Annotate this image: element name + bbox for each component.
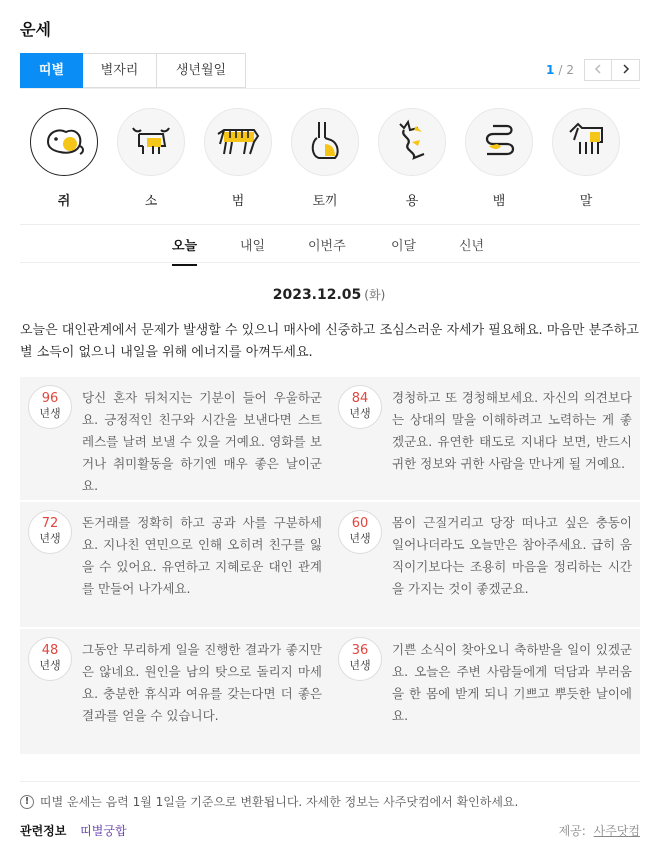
related-label: 관련정보 (20, 824, 67, 838)
year-suffix: 년생 (349, 532, 371, 545)
animal-name: 범 (231, 194, 245, 209)
animal-snake[interactable] (461, 108, 537, 209)
animal-rabbit[interactable] (287, 108, 363, 209)
divider (20, 781, 640, 782)
fortune-row (20, 377, 640, 500)
period-tabs (0, 226, 658, 262)
year-badge (28, 637, 72, 681)
ox-icon (129, 120, 173, 164)
provider-label: 제공: (558, 824, 586, 838)
dragon-icon (390, 118, 434, 166)
chevron-left-icon (594, 63, 602, 77)
related-link-compatibility[interactable]: 띠별궁합 (80, 824, 127, 838)
fortune-text: 몸이 근질거리고 당장 떠나고 싶은 충동이 일어나더라도 오늘만은 참아주세요. 급히 움직이기보다는 조용히 마음을 정리하는 시간을 가지는 것이 좋겠군요. (392, 515, 632, 596)
horse-icon (564, 120, 608, 164)
snake-icon (477, 120, 521, 164)
fortune-date (0, 286, 658, 303)
fortune-summary: 오늘은 대인관계에서 문제가 발생할 수 있으니 매사에 신중하고 조심스러운 자세가 필요해요. 마음만 분주하고 별 소득이 없으니 내일을 위해 에너지를 아껴두세요. (20, 323, 639, 360)
fortune-item (330, 629, 640, 754)
provider (559, 822, 640, 839)
related-info (20, 822, 127, 839)
fortune-text: 돈거래를 정확히 하고 공과 사를 구분하세요. 지나친 연민으로 인해 오히려 친구를 잃을 수 있어요. 유연하고 지혜로운 대인 관계를 만들어 나가세요. (82, 515, 322, 596)
fortune-grid (20, 377, 640, 756)
animal-rat[interactable] (26, 108, 102, 209)
tab-this-week[interactable]: 이번주 (308, 239, 346, 254)
animal-name: 용 (405, 194, 419, 209)
fortune-item (330, 502, 640, 627)
tab-tomorrow[interactable]: 내일 (240, 239, 266, 254)
animal-name: 토끼 (312, 194, 338, 209)
pager-separator: / (558, 63, 563, 77)
year-number: 84 (351, 391, 369, 406)
pager (546, 59, 640, 81)
year-suffix: 년생 (349, 659, 371, 672)
tab-new-year[interactable]: 신년 (459, 239, 485, 254)
year-number: 60 (351, 516, 369, 531)
year-suffix: 년생 (39, 407, 61, 420)
chevron-right-icon (622, 63, 630, 77)
animal-tiger[interactable] (200, 108, 276, 209)
tab-today[interactable]: 오늘 (172, 235, 197, 254)
animal-selector (20, 108, 640, 213)
tab-birthdate[interactable]: 생년월일 (157, 53, 246, 88)
divider (20, 224, 640, 225)
year-suffix: 년생 (39, 532, 61, 545)
next-page-button[interactable] (612, 59, 640, 81)
fortune-text: 경청하고 또 경청해보세요. 자신의 의견보다는 상대의 말을 이해하려고 노력하는 게 좋겠군요. 유연한 태도로 지내다 보면, 반드시 귀한 정보와 귀한 사람을 만나게 될 거예요. (392, 390, 632, 471)
year-number: 36 (351, 643, 369, 658)
animal-ox[interactable] (113, 108, 189, 209)
year-badge (338, 385, 382, 429)
fortune-item (330, 377, 640, 500)
fortune-text: 기쁜 소식이 찾아오니 축하받을 일이 있겠군요. 오늘은 주변 사람들에게 덕담과 부러움을 한 몸에 받게 되니 기쁘고 뿌듯한 날이에요. (392, 642, 632, 723)
year-badge (338, 637, 382, 681)
animal-name: 소 (144, 194, 158, 209)
divider (20, 262, 640, 263)
animal-name: 쥐 (57, 194, 71, 209)
divider (20, 88, 640, 89)
date-weekday: (화) (364, 288, 386, 302)
year-number: 48 (41, 643, 59, 658)
year-suffix: 년생 (349, 407, 371, 420)
info-icon: ! (20, 795, 34, 809)
year-number: 72 (41, 516, 59, 531)
rabbit-icon (305, 118, 345, 166)
animal-name: 말 (579, 194, 593, 209)
pager-current: 1 (545, 63, 555, 77)
fortune-item (20, 502, 330, 627)
prev-page-button[interactable] (584, 59, 612, 81)
provider-link[interactable]: 사주닷컴 (593, 824, 640, 838)
fortune-row (20, 629, 640, 754)
date-value: 2023.12.05 (272, 287, 362, 303)
fortune-text: 당신 혼자 뒤처지는 기분이 들어 우울하군요. 긍정적인 친구와 시간을 보낸다면 스트레스를 날려 보낼 수 있을 거예요. 영화를 보거나 취미활동을 하기엔 매우 좋은 날이군요. (82, 390, 322, 493)
fortune-item (20, 629, 330, 754)
category-tabs (20, 53, 246, 88)
section-title: 운세 (20, 20, 51, 39)
tab-this-month[interactable]: 이달 (391, 239, 417, 254)
fortune-item (20, 377, 330, 500)
fortune-row (20, 502, 640, 627)
animal-name: 뱀 (492, 194, 506, 209)
animal-dragon[interactable] (374, 108, 450, 209)
year-number: 96 (41, 391, 59, 406)
notice-text: 띠별 운세는 음력 1월 1일을 기준으로 변환됩니다. 자세한 정보는 사주닷컴에서 확인하세요. (40, 795, 519, 809)
tab-zodiac-animal[interactable]: 띠별 (20, 53, 83, 88)
rat-icon (42, 120, 86, 164)
animal-horse[interactable] (548, 108, 624, 209)
year-badge (28, 510, 72, 554)
year-suffix: 년생 (39, 659, 61, 672)
notice (20, 793, 518, 810)
pager-total: 2 (566, 63, 574, 77)
year-badge (338, 510, 382, 554)
fortune-text: 그동안 무리하게 일을 진행한 결과가 좋지만은 않네요. 원인을 남의 탓으로 돌리지 마세요. 충분한 휴식과 여유를 갖는다면 더 좋은 결과를 얻을 수 있습니다. (82, 642, 322, 723)
tab-constellation[interactable]: 별자리 (83, 53, 157, 88)
tiger-icon (214, 120, 262, 164)
year-badge (28, 385, 72, 429)
